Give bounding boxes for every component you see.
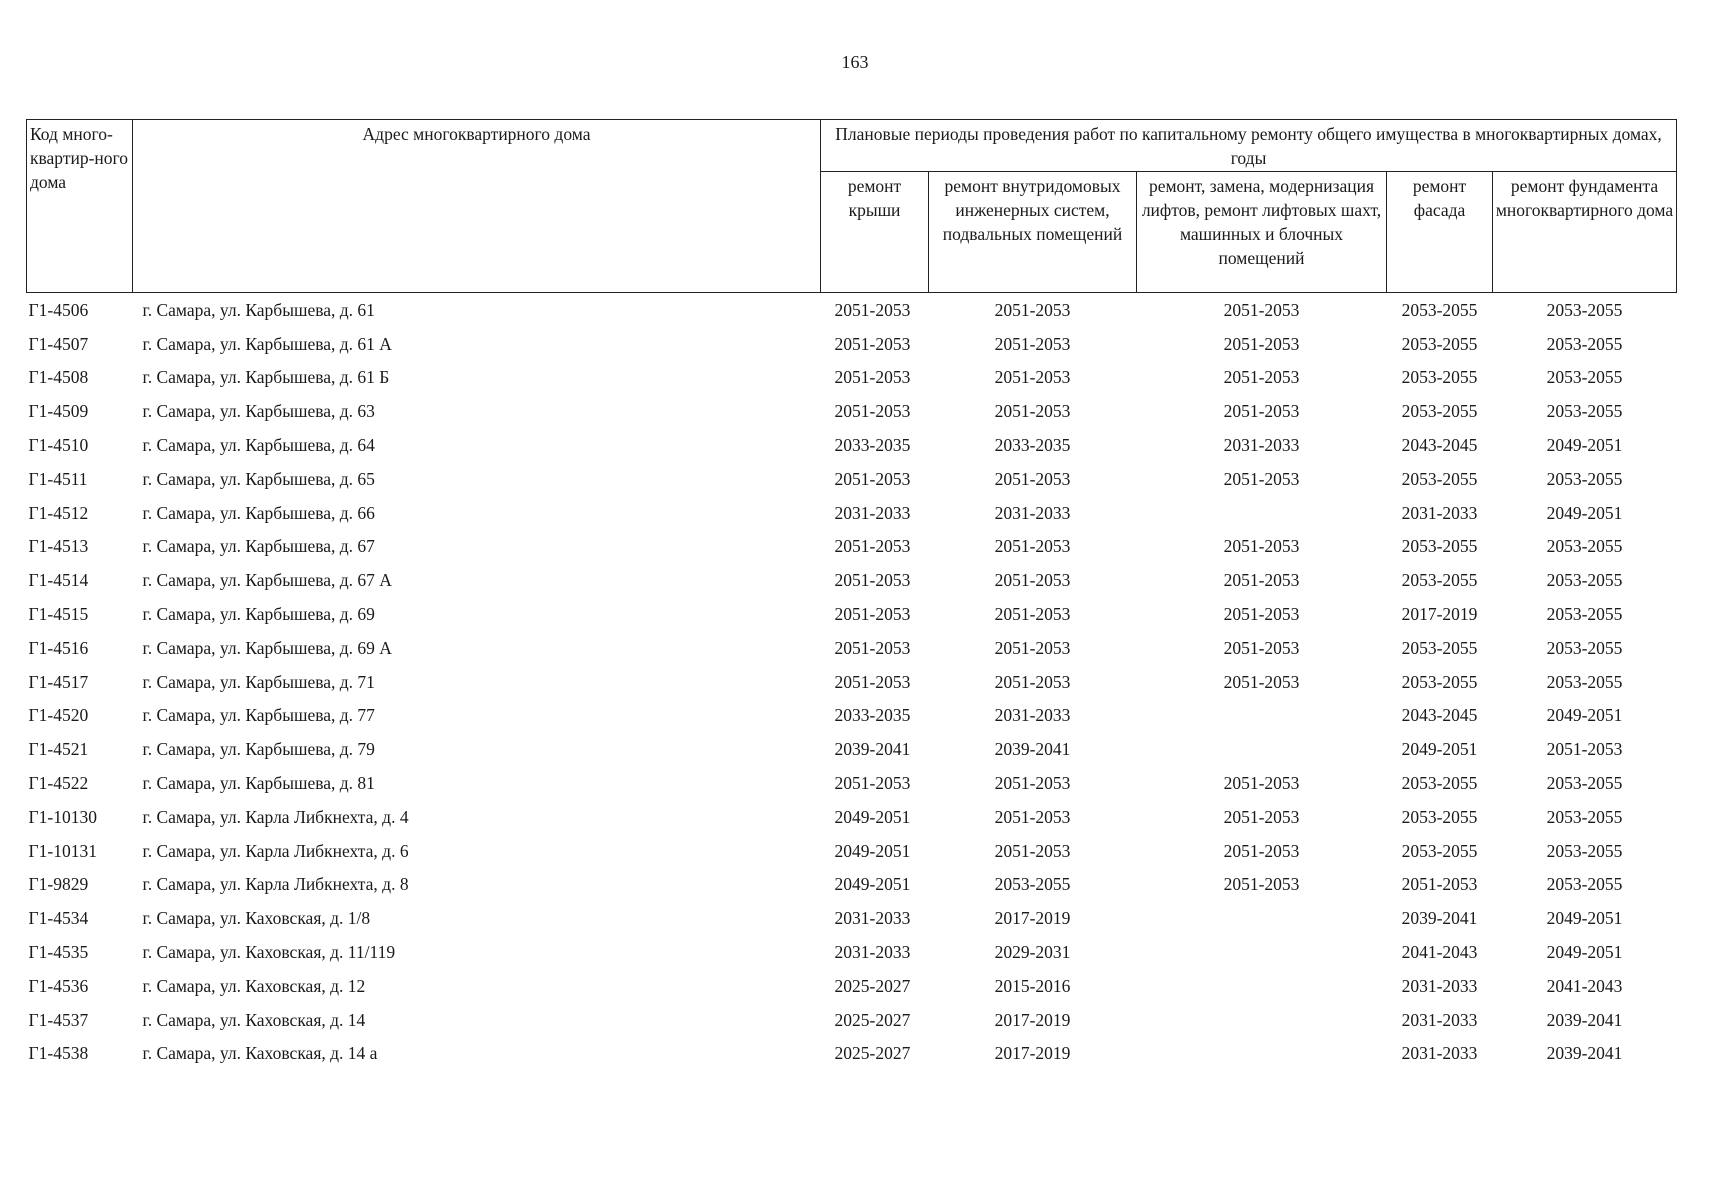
cell-address: г. Самара, ул. Карбышева, д. 61 А	[142, 333, 392, 354]
cell-facade: 2053-2055	[1401, 536, 1478, 557]
table-row	[27, 665, 1677, 699]
cell-address: г. Самара, ул. Карбышева, д. 67	[142, 536, 375, 557]
cell-address: г. Самара, ул. Каховская, д. 12	[142, 975, 366, 996]
cell-address: г. Самара, ул. Карбышева, д. 64	[142, 435, 375, 456]
cell-code: Г1-4510	[28, 435, 89, 456]
cell-lifts	[1137, 901, 1387, 935]
cell-facade: 2053-2055	[1401, 671, 1478, 692]
cell-foundation: 2053-2055	[1546, 637, 1623, 658]
cell-engineering: 2051-2053	[994, 367, 1071, 388]
cell-roof: 2051-2053	[834, 773, 911, 794]
table-row	[27, 530, 1677, 564]
cell-roof: 2051-2053	[834, 570, 911, 591]
table-row	[27, 293, 1677, 327]
cell-roof: 2051-2053	[834, 401, 911, 422]
cell-facade: 2053-2055	[1401, 367, 1478, 388]
cell-engineering: 2031-2033	[994, 705, 1071, 726]
cell-address: г. Самара, ул. Карбышева, д. 79	[142, 739, 375, 760]
cell-code: Г1-4507	[28, 333, 89, 354]
cell-address: г. Самара, ул. Карбышева, д. 63	[142, 401, 375, 422]
cell-address: г. Самара, ул. Карбышева, д. 81	[142, 773, 375, 794]
header-lifts: ремонт, замена, модернизация лифтов, ремонт лифтовых шахт, машинных и блочных помещений	[1137, 172, 1387, 293]
cell-code: Г1-4511	[28, 468, 88, 489]
cell-facade: 2049-2051	[1401, 739, 1478, 760]
cell-facade: 2053-2055	[1401, 299, 1478, 320]
cell-facade: 2053-2055	[1401, 806, 1478, 827]
cell-engineering: 2051-2053	[994, 840, 1071, 861]
cell-foundation: 2053-2055	[1546, 773, 1623, 794]
cell-code: Г1-4521	[28, 739, 89, 760]
table-row	[27, 766, 1677, 800]
cell-foundation: 2053-2055	[1546, 367, 1623, 388]
cell-roof: 2051-2053	[834, 637, 911, 658]
cell-roof: 2049-2051	[834, 874, 911, 895]
table-row	[27, 563, 1677, 597]
cell-foundation: 2039-2041	[1546, 1009, 1623, 1030]
cell-lifts: 2051-2053	[1223, 604, 1300, 625]
cell-code: Г1-4536	[28, 975, 89, 996]
cell-code: Г1-4512	[28, 502, 89, 523]
cell-foundation: 2049-2051	[1546, 502, 1623, 523]
cell-lifts	[1137, 935, 1387, 969]
cell-code: Г1-4506	[28, 299, 89, 320]
table-row	[27, 327, 1677, 361]
cell-facade: 2053-2055	[1401, 468, 1478, 489]
cell-lifts: 2051-2053	[1223, 536, 1300, 557]
cell-code: Г1-4508	[28, 367, 89, 388]
cell-address: г. Самара, ул. Карбышева, д. 69 А	[142, 637, 392, 658]
cell-lifts: 2051-2053	[1223, 773, 1300, 794]
cell-address: г. Самара, ул. Карбышева, д. 69	[142, 604, 375, 625]
cell-engineering: 2053-2055	[994, 874, 1071, 895]
cell-engineering: 2015-2016	[994, 975, 1071, 996]
cell-roof: 2033-2035	[834, 705, 911, 726]
table-row	[27, 428, 1677, 462]
header-roof: ремонт крыши	[821, 172, 929, 293]
cell-code: Г1-4534	[28, 908, 89, 929]
cell-lifts: 2051-2053	[1223, 671, 1300, 692]
table-row	[27, 496, 1677, 530]
cell-lifts	[1137, 496, 1387, 530]
cell-engineering: 2051-2053	[994, 671, 1071, 692]
cell-code: Г1-4514	[28, 570, 89, 591]
cell-code: Г1-4509	[28, 401, 89, 422]
cell-foundation: 2049-2051	[1546, 908, 1623, 929]
header-foundation: ремонт фундамента многоквартирного дома	[1493, 172, 1677, 293]
cell-roof: 2049-2051	[834, 840, 911, 861]
cell-facade: 2031-2033	[1401, 975, 1478, 996]
table-row	[27, 732, 1677, 766]
cell-facade: 2039-2041	[1401, 908, 1478, 929]
header-facade: ремонт фасада	[1387, 172, 1493, 293]
table-row	[27, 631, 1677, 665]
cell-address: г. Самара, ул. Каховская, д. 14 а	[142, 1043, 378, 1064]
table-row	[27, 1037, 1677, 1071]
cell-foundation: 2053-2055	[1546, 806, 1623, 827]
table-row	[27, 901, 1677, 935]
cell-roof: 2051-2053	[834, 299, 911, 320]
table-row	[27, 699, 1677, 733]
cell-address: г. Самара, ул. Карбышева, д. 66	[142, 502, 375, 523]
cell-facade: 2053-2055	[1401, 333, 1478, 354]
cell-lifts: 2051-2053	[1223, 333, 1300, 354]
cell-engineering: 2017-2019	[994, 908, 1071, 929]
cell-code: Г1-4515	[28, 604, 89, 625]
cell-lifts: 2051-2053	[1223, 637, 1300, 658]
cell-foundation: 2053-2055	[1546, 604, 1623, 625]
cell-facade: 2031-2033	[1401, 1043, 1478, 1064]
cell-code: Г1-4516	[28, 637, 89, 658]
header-planned-periods: Плановые периоды проведения работ по капитальному ремонту общего имущества в многоквартирных домах, годы	[821, 120, 1677, 172]
cell-lifts: 2051-2053	[1223, 401, 1300, 422]
cell-roof: 2033-2035	[834, 435, 911, 456]
cell-foundation: 2051-2053	[1546, 739, 1623, 760]
cell-roof: 2025-2027	[834, 975, 911, 996]
header-address: Адрес многоквартирного дома	[133, 120, 821, 293]
cell-foundation: 2053-2055	[1546, 840, 1623, 861]
table-row	[27, 597, 1677, 631]
cell-engineering: 2051-2053	[994, 806, 1071, 827]
cell-facade: 2041-2043	[1401, 942, 1478, 963]
cell-foundation: 2053-2055	[1546, 536, 1623, 557]
table-row	[27, 969, 1677, 1003]
cell-lifts: 2051-2053	[1223, 840, 1300, 861]
cell-foundation: 2049-2051	[1546, 435, 1623, 456]
cell-engineering: 2051-2053	[994, 570, 1071, 591]
cell-roof: 2025-2027	[834, 1009, 911, 1030]
cell-facade: 2031-2033	[1401, 502, 1478, 523]
cell-foundation: 2041-2043	[1546, 975, 1623, 996]
cell-facade: 2017-2019	[1401, 604, 1478, 625]
cell-engineering: 2039-2041	[994, 739, 1071, 760]
cell-foundation: 2053-2055	[1546, 468, 1623, 489]
cell-engineering: 2051-2053	[994, 299, 1071, 320]
cell-foundation: 2053-2055	[1546, 874, 1623, 895]
cell-roof: 2051-2053	[834, 536, 911, 557]
cell-code: Г1-4520	[28, 705, 89, 726]
cell-address: г. Самара, ул. Карбышева, д. 61 Б	[142, 367, 390, 388]
cell-lifts	[1137, 732, 1387, 766]
cell-engineering: 2051-2053	[994, 468, 1071, 489]
cell-foundation: 2053-2055	[1546, 299, 1623, 320]
cell-foundation: 2049-2051	[1546, 942, 1623, 963]
cell-lifts	[1137, 969, 1387, 1003]
cell-facade: 2053-2055	[1401, 840, 1478, 861]
header-code: Код много-квартир-ного дома	[27, 120, 133, 293]
cell-facade: 2053-2055	[1401, 637, 1478, 658]
cell-address: г. Самара, ул. Карбышева, д. 77	[142, 705, 375, 726]
cell-facade: 2053-2055	[1401, 773, 1478, 794]
cell-code: Г1-4535	[28, 942, 89, 963]
table-row	[27, 361, 1677, 395]
cell-address: г. Самара, ул. Каховская, д. 11/119	[142, 942, 396, 963]
cell-code: Г1-4537	[28, 1009, 89, 1030]
cell-engineering: 2031-2033	[994, 502, 1071, 523]
cell-foundation: 2053-2055	[1546, 401, 1623, 422]
cell-lifts	[1137, 1003, 1387, 1037]
cell-code: Г1-10131	[28, 840, 97, 861]
cell-code: Г1-4513	[28, 536, 89, 557]
cell-roof: 2051-2053	[834, 333, 911, 354]
cell-roof: 2051-2053	[834, 468, 911, 489]
cell-lifts: 2051-2053	[1223, 806, 1300, 827]
cell-foundation: 2053-2055	[1546, 671, 1623, 692]
cell-facade: 2043-2045	[1401, 435, 1478, 456]
table-row	[27, 1003, 1677, 1037]
header-engineering: ремонт внутридомовых инженерных систем, подвальных помещений	[929, 172, 1137, 293]
table-row	[27, 800, 1677, 834]
table-row	[27, 935, 1677, 969]
repair-schedule-table	[26, 119, 1677, 1070]
cell-code: Г1-10130	[28, 806, 97, 827]
cell-address: г. Самара, ул. Карбышева, д. 61	[142, 299, 375, 320]
cell-code: Г1-4538	[28, 1043, 89, 1064]
cell-engineering: 2033-2035	[994, 435, 1071, 456]
cell-address: г. Самара, ул. Карбышева, д. 71	[142, 671, 375, 692]
cell-foundation: 2053-2055	[1546, 570, 1623, 591]
cell-lifts: 2051-2053	[1223, 367, 1300, 388]
cell-lifts	[1137, 699, 1387, 733]
cell-roof: 2049-2051	[834, 806, 911, 827]
cell-facade: 2043-2045	[1401, 705, 1478, 726]
cell-roof: 2031-2033	[834, 908, 911, 929]
cell-foundation: 2039-2041	[1546, 1043, 1623, 1064]
cell-code: Г1-4522	[28, 773, 89, 794]
cell-roof: 2039-2041	[834, 739, 911, 760]
cell-address: г. Самара, ул. Карла Либкнехта, д. 8	[142, 874, 409, 895]
cell-address: г. Самара, ул. Карбышева, д. 65	[142, 468, 375, 489]
page-number: 163	[841, 52, 869, 72]
cell-address: г. Самара, ул. Карбышева, д. 67 А	[142, 570, 392, 591]
cell-engineering: 2051-2053	[994, 773, 1071, 794]
table-row	[27, 834, 1677, 868]
cell-lifts: 2051-2053	[1223, 874, 1300, 895]
cell-foundation: 2053-2055	[1546, 333, 1623, 354]
cell-engineering: 2051-2053	[994, 536, 1071, 557]
cell-engineering: 2017-2019	[994, 1043, 1071, 1064]
cell-roof: 2051-2053	[834, 604, 911, 625]
table-row	[27, 462, 1677, 496]
cell-address: г. Самара, ул. Каховская, д. 1/8	[142, 908, 371, 929]
cell-engineering: 2029-2031	[994, 942, 1071, 963]
cell-roof: 2051-2053	[834, 367, 911, 388]
cell-code: Г1-9829	[28, 874, 89, 895]
cell-address: г. Самара, ул. Карла Либкнехта, д. 4	[142, 806, 409, 827]
cell-engineering: 2051-2053	[994, 604, 1071, 625]
table-header	[27, 120, 1677, 293]
cell-facade: 2051-2053	[1401, 874, 1478, 895]
cell-engineering: 2051-2053	[994, 637, 1071, 658]
cell-engineering: 2051-2053	[994, 401, 1071, 422]
cell-lifts: 2051-2053	[1223, 570, 1300, 591]
cell-roof: 2031-2033	[834, 502, 911, 523]
cell-lifts	[1137, 1037, 1387, 1071]
cell-address: г. Самара, ул. Карла Либкнехта, д. 6	[142, 840, 409, 861]
cell-facade: 2031-2033	[1401, 1009, 1478, 1030]
cell-lifts: 2051-2053	[1223, 468, 1300, 489]
cell-address: г. Самара, ул. Каховская, д. 14	[142, 1009, 366, 1030]
cell-roof: 2051-2053	[834, 671, 911, 692]
cell-roof: 2031-2033	[834, 942, 911, 963]
cell-engineering: 2017-2019	[994, 1009, 1071, 1030]
table-body	[27, 293, 1677, 1071]
cell-foundation: 2049-2051	[1546, 705, 1623, 726]
cell-facade: 2053-2055	[1401, 570, 1478, 591]
cell-lifts: 2031-2033	[1223, 435, 1300, 456]
cell-code: Г1-4517	[28, 671, 89, 692]
cell-lifts: 2051-2053	[1223, 299, 1300, 320]
table-row	[27, 868, 1677, 902]
cell-facade: 2053-2055	[1401, 401, 1478, 422]
cell-roof: 2025-2027	[834, 1043, 911, 1064]
table-row	[27, 394, 1677, 428]
cell-engineering: 2051-2053	[994, 333, 1071, 354]
